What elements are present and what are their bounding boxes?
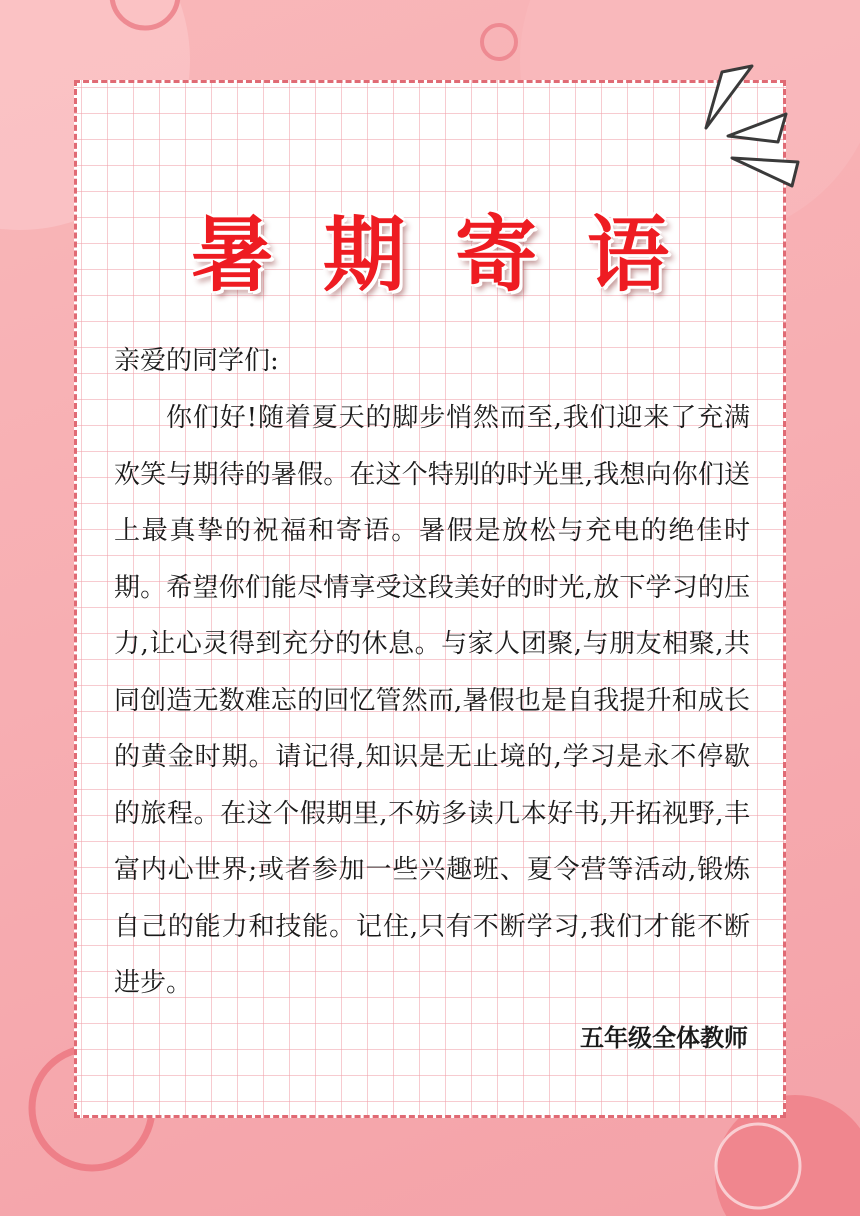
triangle-1 (706, 66, 752, 128)
letter-title: 暑期寄语 (190, 208, 719, 303)
letter-body: 你们好!随着夏天的脚步悄然而至,我们迎来了充满欢笑与期待的暑假。在这个特别的时光里,我想向你们送上最真挚的祝福和寄语。暑假是放松与充电的绝佳时期。希望你们能尽情享受这段美好的时光,放下学习的压力,让心灵得到充分的休息。与家人团聚,与朋友相聚,共同创造无数难忘的回忆管然而,暑假也是自我提升和成长的黄金时期。请记得,知识是无止境的,学习是永不停歇的旅程。在这个假期里,不妨多读几本好书,开拓视野,丰富内心世界;或者参加一些兴趣班、夏令营等活动,锻炼自己的能力和技能。记住,只有不断学习,我们才能不断进步。 (114, 403, 750, 998)
signature: 五年级全体教师 (580, 1023, 748, 1052)
greeting: 亲爱的同学们: (114, 346, 279, 376)
ring-top-center (482, 25, 516, 59)
triangle-2 (728, 114, 786, 142)
triangle-3 (732, 158, 798, 186)
